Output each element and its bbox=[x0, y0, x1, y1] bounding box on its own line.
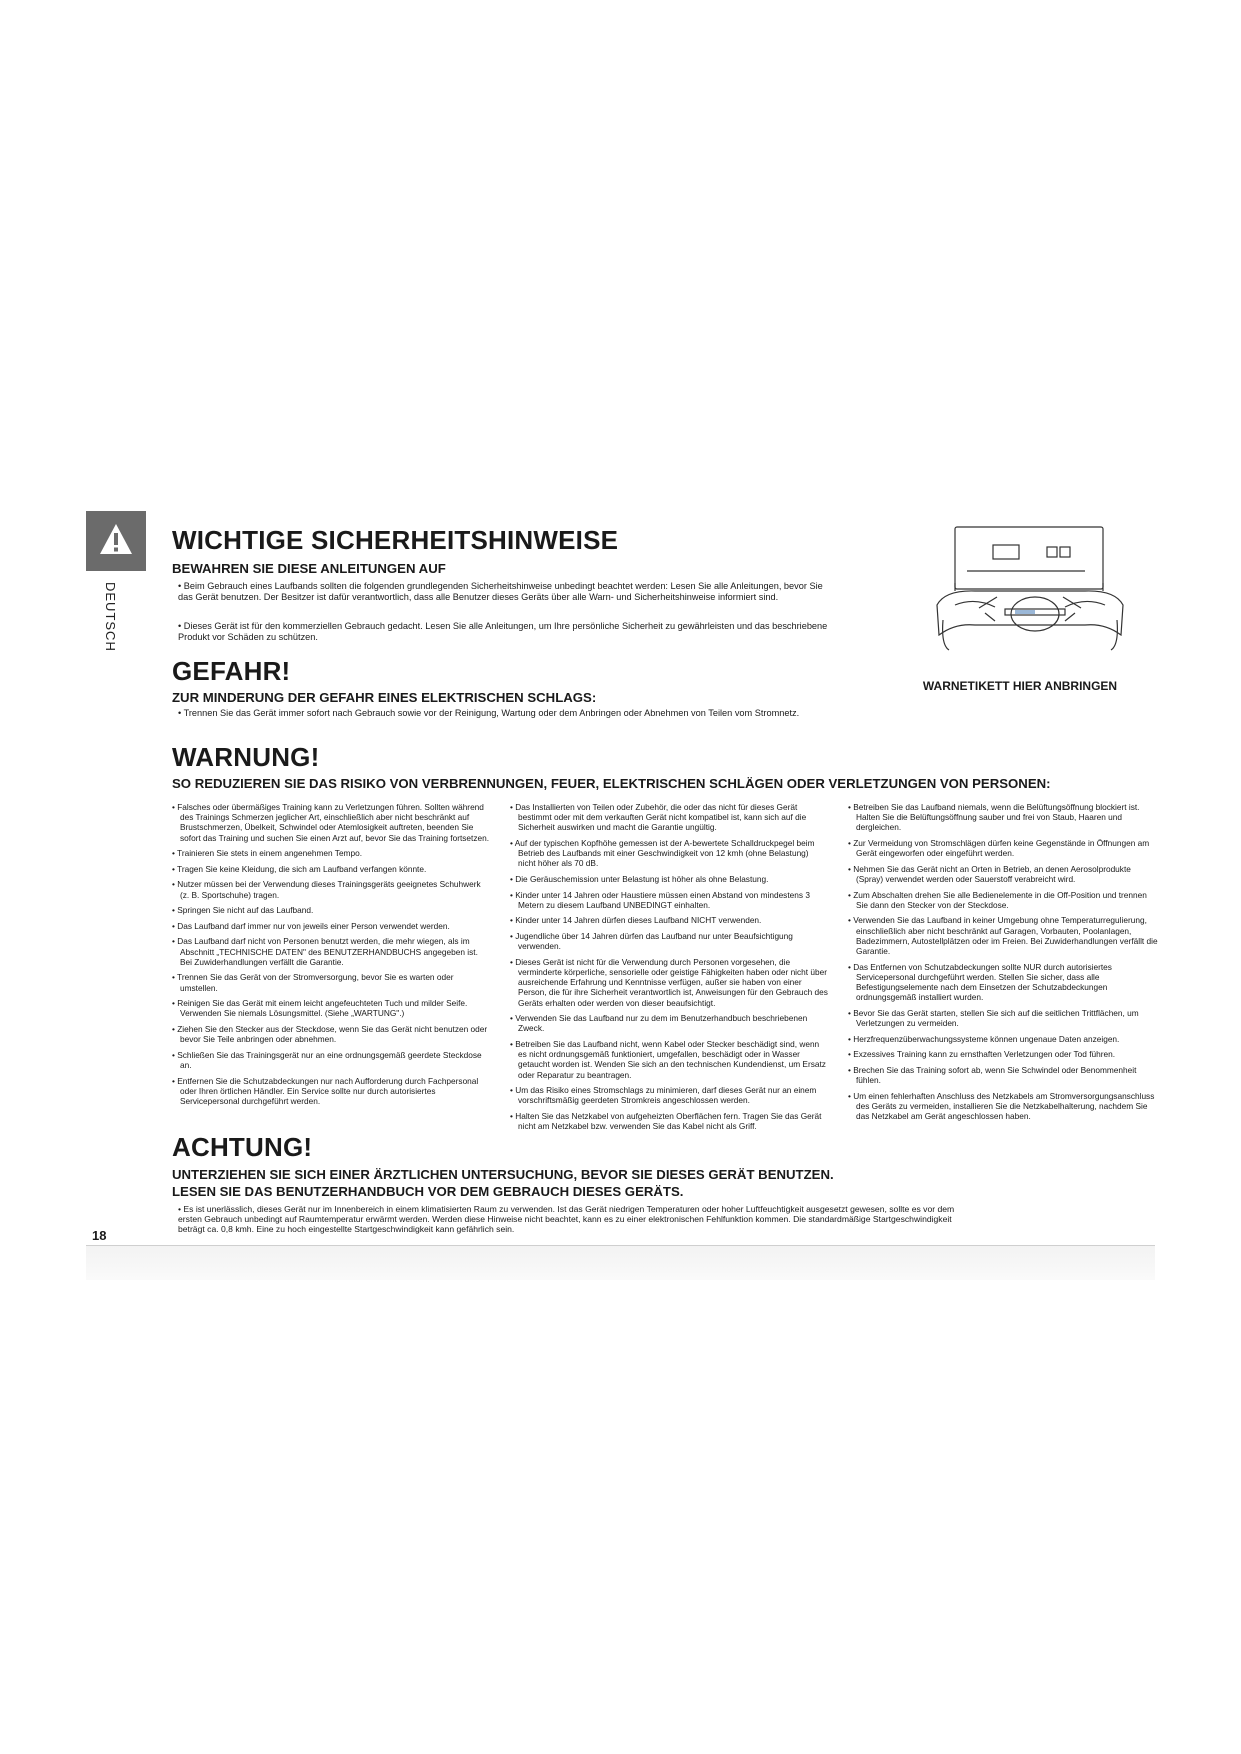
list-item: • Betreiben Sie das Laufband niemals, wenn die Belüftungsöffnung blockiert ist. Halten Sie die Belüftungsöffnung sauber und frei von Staub, Haaren und dergleichen. bbox=[848, 802, 1140, 833]
intro-paragraph-1: • Beim Gebrauch eines Laufbands sollten die folgenden grundlegenden Sicherheitshinweise unbedingt beachtet werden: Lesen Sie alle Anleitungen, bevor Sie das Gerät benutzen. Der Besitzer ist dafür verantwortlich, dass alle Benutzer dieses Geräts über alle Warn- und Sicherheitshinweise informiert sind. bbox=[178, 581, 823, 602]
warning-triangle-icon bbox=[98, 521, 134, 559]
list-item: • Brechen Sie das Training sofort ab, wenn Sie Schwindel oder Benommenheit fühlen. bbox=[848, 1064, 1137, 1085]
list-item: • Um das Risiko eines Stromschlags zu minimieren, darf dieses Gerät nur an einem vorschriftsmäßig geerdeten Stromkreis angeschlossen werden. bbox=[510, 1085, 817, 1106]
warnung-column-1 bbox=[172, 802, 490, 1112]
intro-paragraph-2: • Dieses Gerät ist für den kommerziellen Gebrauch gedacht. Lesen Sie alle Anleitungen, um Ihre persönliche Sicherheit zu gewährleisten und das beschriebene Produkt vor Schäden zu schützen. bbox=[178, 621, 828, 642]
list-item: • Um einen fehlerhaften Anschluss des Netzkabels am Stromversorgungsanschluss des Geräts zu vermeiden, installieren Sie die Netzkabelhalterung, nachdem Sie das Netzkabel am Gerät angeschlossen haben. bbox=[848, 1090, 1155, 1121]
list-item: • Entfernen Sie die Schutzabdeckungen nur nach Aufforderung durch Fachpersonal oder Ihren örtlichen Händler. Ein Service sollte nur durch autorisiertes Servicepersonal durchgeführt werden. bbox=[172, 1075, 479, 1106]
list-item: • Das Installierten von Teilen oder Zubehör, die oder das nicht für dieses Gerät bestimmt oder mit dem verkauften Gerät nicht kompatibel ist, kann sich auf die Sicherheit auswirken und macht die Garantie ungültig. bbox=[510, 802, 807, 833]
list-item: • Tragen Sie keine Kleidung, die sich am Laufband verfangen könnte. bbox=[172, 863, 427, 874]
list-item: • Exzessives Training kann zu ernsthaften Verletzungen oder Tod führen. bbox=[848, 1049, 1116, 1060]
list-item: • Das Laufband darf immer nur von jeweils einer Person verwendet werden. bbox=[172, 920, 450, 931]
list-item: • Kinder unter 14 Jahren oder Haustiere müssen einen Abstand von mindestens 3 Metern zu diesem Laufband UNBEDINGT einhalten. bbox=[510, 889, 810, 910]
warnung-heading: WARNUNG! bbox=[172, 742, 320, 772]
treadmill-console-illustration bbox=[935, 525, 1125, 665]
warnung-column-3 bbox=[848, 802, 1158, 1127]
page-shadow bbox=[86, 1246, 1155, 1280]
warnung-column-2 bbox=[510, 802, 828, 1137]
list-item: • Falsches oder übermäßiges Training kann zu Verletzungen führen. Sollten während des Trainings Schmerzen jeglicher Art, einschließlich aber nicht beschränkt auf Brustschmerzen, Übelkeit, Schwindel oder Atemlosigkeit auftreten, beenden Sie sofort das Training und suchen Sie einen Arzt auf, bevor Sie das Training fortsetzen. bbox=[172, 802, 490, 843]
list-item: • Dieses Gerät ist nicht für die Verwendung durch Personen vorgesehen, die verminderte körperliche, sensorielle oder geistige Fähigkeiten haben oder nicht über ausreichende Erfahrung und Kenntnisse verfügen, außer sie haben von einer Person, die für ihre Sicherheit verantwortlich ist, Anweisungen für den Gebrauch des Geräts erhalten oder werden von dieser beaufsichtigt. bbox=[510, 956, 828, 1008]
warnung-subheading: SO REDUZIEREN SIE DAS RISIKO VON VERBRENNUNGEN, FEUER, ELEKTRISCHEN SCHLÄGEN ODER VERLETZUNGEN VON PERSONEN: bbox=[172, 776, 1051, 791]
list-item: • Schließen Sie das Trainingsgerät nur an eine ordnungsgemäß geerdete Steckdose an. bbox=[172, 1049, 482, 1070]
list-item: • Reinigen Sie das Gerät mit einem leicht angefeuchteten Tuch und milder Seife. Verwenden Sie niemals Lösungsmittel. (Siehe „WARTUNG".) bbox=[172, 998, 468, 1019]
gefahr-heading: GEFAHR! bbox=[172, 656, 291, 686]
list-item: • Trainieren Sie stets in einem angenehmen Tempo. bbox=[172, 848, 363, 859]
gefahr-subheading: ZUR MINDERUNG DER GEFAHR EINES ELEKTRISCHEN SCHLAGS: bbox=[172, 690, 597, 705]
list-item: • Herzfrequenzüberwachungssysteme können ungenaue Daten anzeigen. bbox=[848, 1033, 1120, 1044]
list-item: • Springen Sie nicht auf das Laufband. bbox=[172, 905, 314, 916]
list-item: • Verwenden Sie das Laufband nur zu dem im Benutzerhandbuch beschriebenen Zweck. bbox=[510, 1013, 808, 1034]
list-item: • Das Laufband darf nicht von Personen benutzt werden, die mehr wiegen, als im Abschnitt „TECHNISCHE DATEN" des BENUTZERHANDBUCHS angegeben ist. Bei Zuwiderhandlungen verfällt die Garantie. bbox=[172, 936, 478, 967]
achtung-heading: ACHTUNG! bbox=[172, 1132, 313, 1162]
list-item: • Das Entfernen von Schutzabdeckungen sollte NUR durch autorisiertes Servicepersonal durchgeführt werden. Stellen Sie sicher, dass alle Befestigungselemente nach dem Einsetzen der Schutzabdeckungen ordnungsgemäß installiert wurden. bbox=[848, 961, 1112, 1003]
list-item: • Trennen Sie das Gerät von der Stromversorgung, bevor Sie es warten oder umstellen. bbox=[172, 972, 454, 993]
page-number: 18 bbox=[92, 1228, 107, 1243]
language-label: DEUTSCH bbox=[103, 582, 118, 652]
page-title: WICHTIGE SICHERHEITSHINWEISE bbox=[172, 525, 619, 555]
list-item: • Nutzer müssen bei der Verwendung dieses Trainingsgeräts geeignetes Schuhwerk (z. B. Sportschuhe) tragen. bbox=[172, 879, 481, 900]
gefahr-text: • Trennen Sie das Gerät immer sofort nach Gebrauch sowie vor der Reinigung, Wartung oder dem Anbringen oder Abnehmen von Teilen vom Stromnetz. bbox=[178, 708, 800, 718]
list-item: • Bevor Sie das Gerät starten, stellen Sie sich auf die seitlichen Trittflächen, um Verletzungen zu vermeiden. bbox=[848, 1007, 1139, 1028]
list-item: • Auf der typischen Kopfhöhe gemessen ist der A-bewertete Schalldruckpegel beim Betrieb des Laufbands mit einer Geschwindigkeit von 12 kmh (ohne Belastung) nicht höher als 70 dB. bbox=[510, 838, 815, 869]
achtung-subheading-1: UNTERZIEHEN SIE SICH EINER ÄRZTLICHEN UNTERSUCHUNG, BEVOR SIE DIESES GERÄT BENUTZEN. bbox=[172, 1167, 834, 1182]
list-item: • Betreiben Sie das Laufband nicht, wenn Kabel oder Stecker beschädigt sind, wenn es nicht ordnungsgemäß funktioniert, umgefallen, beschädigt oder in Wasser getaucht worden ist. Wenden Sie sich an den technischen Kundendienst, um Ersatz oder Reparatur zu beantragen. bbox=[510, 1038, 826, 1080]
achtung-text: • Es ist unerlässlich, dieses Gerät nur im Innenbereich in einem klimatisierten Raum zu verwenden. Ist das Gerät niedrigen Temperaturen oder hoher Luftfeuchtigkeit ausgesetzt gewesen, sollte es vor dem ersten Gebrauch unbedingt auf Raumtemperatur erwärmt werden. Werden diese Hinweise nicht beachtet, kann es zu einer elektronischen Fehlfunktion kommen. Die standardmäßige Startgeschwindigkeit beträgt ca. 0,8 kmh. Eine zu hoch eingestellte Startgeschwindigkeit kann gefährlich sein. bbox=[178, 1204, 955, 1234]
list-item: • Verwenden Sie das Laufband in keiner Umgebung ohne Temperaturregulierung, einschließlich aber nicht beschränkt auf Garagen, Vorbauten, Poolanlagen, Badezimmern, Autostellplätzen oder im Freien. Bei Zuwiderhandlungen verfällt die Garantie. bbox=[848, 915, 1158, 956]
list-item: • Jugendliche über 14 Jahren dürfen das Laufband nur unter Beaufsichtigung verwenden. bbox=[510, 930, 793, 952]
achtung-subheading-2: LESEN SIE DAS BENUTZERHANDBUCH VOR DEM GEBRAUCH DIESES GERÄTS. bbox=[172, 1184, 684, 1199]
warning-label-caption: WARNETIKETT HIER ANBRINGEN bbox=[922, 679, 1118, 693]
list-item: • Zum Abschalten drehen Sie alle Bedienelemente in die Off-Position und trennen Sie dann den Stecker von der Steckdose. bbox=[848, 889, 1147, 910]
list-item: • Die Geräuschemission unter Belastung ist höher als ohne Belastung. bbox=[510, 874, 769, 884]
list-item: • Halten Sie das Netzkabel von aufgeheizten Oberflächen fern. Tragen Sie das Gerät nicht am Netzkabel bzw. verwenden Sie das Kabel nicht als Griff. bbox=[510, 1110, 822, 1132]
list-item: • Nehmen Sie das Gerät nicht an Orten in Betrieb, an denen Aerosolprodukte (Spray) verwendet werden oder Sauerstoff verabreicht wird. bbox=[848, 863, 1131, 884]
list-item: • Ziehen Sie den Stecker aus der Steckdose, wenn Sie das Gerät nicht benutzen oder bevor Sie Teile anbringen oder abnehmen. bbox=[172, 1023, 488, 1045]
list-item: • Zur Vermeidung von Stromschlägen dürfen keine Gegenstände in Öffnungen am Gerät eingeworfen oder eingeführt werden. bbox=[848, 838, 1150, 859]
warning-badge bbox=[86, 511, 146, 571]
page-subtitle: BEWAHREN SIE DIESE ANLEITUNGEN AUF bbox=[172, 561, 446, 576]
list-item: • Kinder unter 14 Jahren dürfen dieses Laufband NICHT verwenden. bbox=[510, 915, 762, 926]
